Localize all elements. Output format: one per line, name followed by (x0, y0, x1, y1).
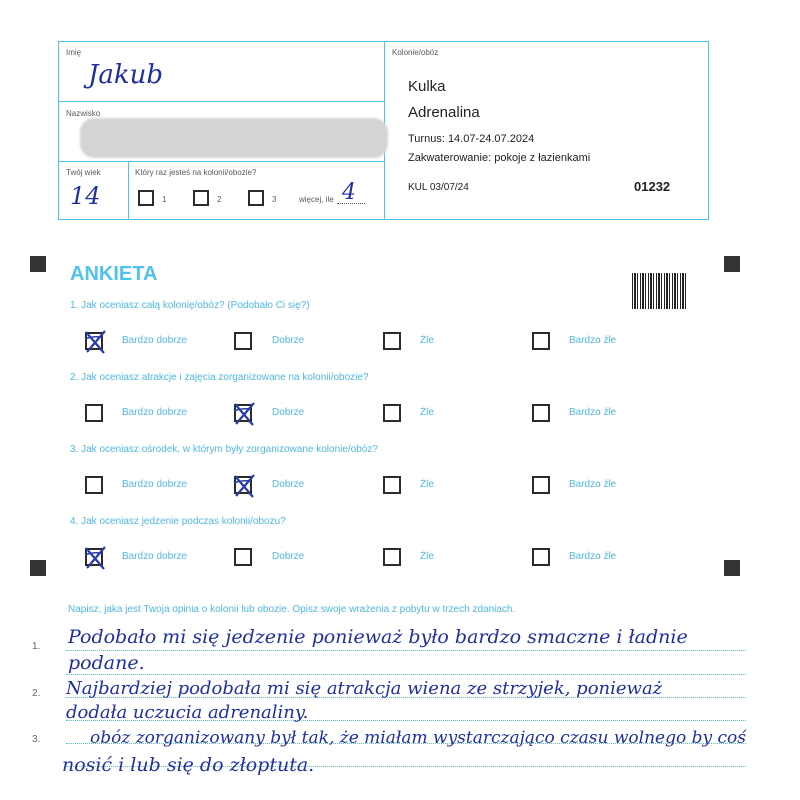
question-3-option-4-label: Bardzo źle (569, 479, 617, 490)
question-1-checkbox-4[interactable] (532, 332, 550, 350)
question-2-text: 2. Jak oceniasz atrakcje i zajęcia zorganizowane na kolonii/obozie? (70, 372, 369, 383)
question-4-checkbox-1[interactable] (85, 548, 103, 566)
question-3-option-3-label: Źle (420, 479, 434, 490)
question-1-option-3-label: Źle (420, 335, 434, 346)
ktory-raz-option-3: 3 (272, 195, 277, 204)
turnus: Turnus: 14.07-24.07.2024 (408, 133, 535, 145)
barcode (632, 273, 688, 309)
header-divider-2 (58, 161, 384, 162)
registration-marker-tr (724, 256, 740, 272)
question-3-checkbox-3[interactable] (383, 476, 401, 494)
survey-title: ANKIETA (70, 263, 158, 285)
question-3-checkbox-1[interactable] (85, 476, 103, 494)
question-3-checkbox-4[interactable] (532, 476, 550, 494)
imie-value: Jakub (88, 60, 164, 90)
question-2-checkbox-3[interactable] (383, 404, 401, 422)
registration-marker-bl (30, 560, 46, 576)
ktory-raz-option-1: 1 (162, 195, 167, 204)
ktory-raz-checkbox-1[interactable] (138, 190, 154, 206)
question-4-option-3-label: Źle (420, 551, 434, 562)
wiek-label: Twój wiek (66, 168, 101, 177)
question-1-checkbox-3[interactable] (383, 332, 401, 350)
question-4-option-1-label: Bardzo dobrze (122, 551, 188, 562)
question-1-checkbox-1[interactable] (85, 332, 103, 350)
zakwaterowanie: Zakwaterowanie: pokoje z łazienkami (408, 152, 591, 164)
answer-number-3: 3. (32, 734, 41, 745)
question-4-option-4-label: Bardzo źle (569, 551, 617, 562)
question-1-checkbox-2[interactable] (234, 332, 252, 350)
nazwisko-redacted (80, 118, 388, 158)
question-4-option-2-label: Dobrze (272, 551, 305, 562)
question-4-checkbox-3[interactable] (383, 548, 401, 566)
handwriting-line-4: dodała uczucia adrenaliny. (66, 702, 309, 723)
question-2-option-3-label: Źle (420, 407, 434, 418)
question-2-option-2-label: Dobrze (272, 407, 305, 418)
question-2-checkbox-1[interactable] (85, 404, 103, 422)
handwriting-line-6: nosić i lub się do złoptuta. (62, 754, 315, 776)
camp-name-2: Adrenalina (408, 104, 480, 121)
question-4-checkbox-4[interactable] (532, 548, 550, 566)
ktory-raz-checkbox-2[interactable] (193, 190, 209, 206)
wiek-value: 14 (70, 182, 101, 210)
handwriting-line-3: Najbardziej podobała mi się atrakcja wiena ze strzyjek, ponieważ (66, 678, 663, 699)
checkmark-x-icon (233, 473, 255, 499)
header-divider-3 (128, 161, 129, 220)
registration-marker-tl (30, 256, 46, 272)
answer-line-1a (66, 650, 746, 651)
wiecej-value: 4 (342, 180, 356, 205)
ktory-raz-checkbox-3[interactable] (248, 190, 264, 206)
question-3-option-1-label: Bardzo dobrze (122, 479, 188, 490)
handwriting-line-2: podane. (68, 652, 145, 674)
registration-marker-br (724, 560, 740, 576)
answer-number-2: 2. (32, 688, 41, 699)
wiecej-label: więcej, ile (299, 195, 334, 204)
question-3-text: 3. Jak oceniasz ośrodek, w którym były zorganizowane kolonie/obóz? (70, 444, 378, 455)
handwriting-line-5: obóz zorganizowany był tak, że miałam wystarczająco czasu wolnego by coś (90, 728, 746, 748)
checkmark-x-icon (233, 401, 255, 427)
ktory-raz-option-2: 2 (217, 195, 222, 204)
checkmark-x-icon (84, 329, 106, 355)
question-2-option-1-label: Bardzo dobrze (122, 407, 188, 418)
checkmark-x-icon (84, 545, 106, 571)
question-2-checkbox-2[interactable] (234, 404, 252, 422)
question-1-option-2-label: Dobrze (272, 335, 305, 346)
question-4-checkbox-2[interactable] (234, 548, 252, 566)
kolonie-label: Kolonie/obóz (392, 48, 439, 57)
answer-number-1: 1. (32, 641, 41, 652)
camp-code: KUL 03/07/24 (408, 182, 469, 193)
question-1-option-4-label: Bardzo źle (569, 335, 617, 346)
answer-line-1b (66, 674, 746, 675)
question-2-option-4-label: Bardzo źle (569, 407, 617, 418)
handwriting-line-1: Podobało mi się jedzenie ponieważ było bardzo smaczne i ładnie (68, 626, 688, 648)
question-1-option-1-label: Bardzo dobrze (122, 335, 188, 346)
nazwisko-label: Nazwisko (66, 109, 101, 118)
question-4-text: 4. Jak oceniasz jedzenie podczas kolonii/obozu? (70, 516, 286, 527)
question-2-checkbox-4[interactable] (532, 404, 550, 422)
camp-name-1: Kulka (408, 78, 446, 95)
question-1-text: 1. Jak oceniasz całą kolonię/obóz? (Podobało Ci się?) (70, 300, 310, 311)
ktory-raz-label: Który raz jesteś na kolonii/obozie? (135, 168, 257, 177)
opinion-prompt: Napisz, jaka jest Twoja opinia o kolonii lub obozie. Opisz swoje wrażenia z pobytu w trzech zdaniach. (68, 604, 516, 615)
question-3-checkbox-2[interactable] (234, 476, 252, 494)
question-3-option-2-label: Dobrze (272, 479, 305, 490)
imie-label: Imię (66, 48, 82, 57)
header-divider-1 (58, 101, 384, 102)
form-number: 01232 (634, 179, 671, 194)
